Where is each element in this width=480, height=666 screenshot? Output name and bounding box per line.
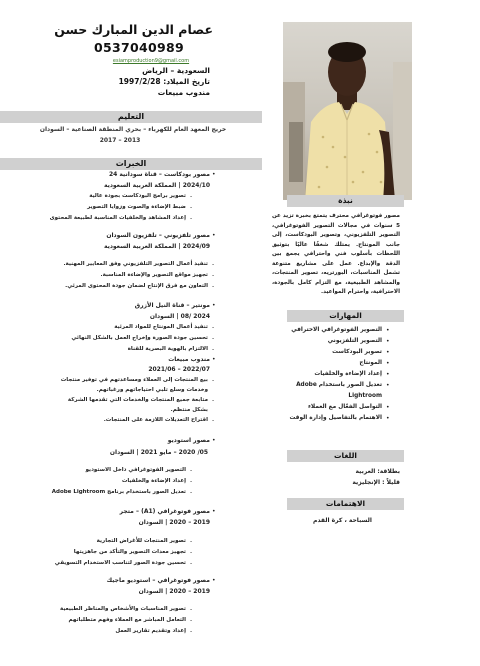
- bullet-dot: -: [190, 606, 193, 613]
- skill-item: الاهتمام بالتفاصيل وإدارة الوقت: [289, 415, 382, 421]
- bullet-dot: -: [212, 397, 215, 404]
- bullet-dot: -: [190, 489, 193, 496]
- job-bullet: تجهيز مواقع التصوير والإضاءة المناسبة.: [100, 272, 208, 278]
- bullet-dot: -: [212, 283, 215, 290]
- interests-text: السباحة ، كرة القدم: [313, 517, 372, 524]
- skill-item: Lightroom: [348, 393, 382, 399]
- job-bullet: تحسين جودة الصورة وإخراج العمل بالشكل النهائي: [71, 335, 208, 341]
- bullet-dot: •: [212, 302, 216, 309]
- job-date: 2019 – 2020 | السودان: [138, 588, 210, 595]
- bullet-dot: •: [386, 371, 390, 378]
- job-bullet: متابعة جميع المنتجات والخدمات التي تقدمها الشركة: [67, 397, 208, 403]
- bullet-dot: •: [386, 327, 390, 334]
- bullet-dot: -: [190, 467, 193, 474]
- job-bullet: وخدمات وسلع تلبي احتياجاتهم ورغباتهم.: [96, 387, 208, 393]
- education-line: خريج المعهد العام للكهرباء – بحري المنطقة الصناعية – السودان: [39, 126, 227, 133]
- bullet-dot: -: [212, 324, 215, 331]
- bullet-dot: -: [212, 377, 215, 384]
- job-bullet: إعداد المشاهد والخلفيات المناسبة لطبيعة المحتوى: [49, 215, 186, 221]
- birthdate: تاريخ الميلاد: 1997/2/28: [118, 77, 210, 86]
- job-bullet: تحسين جودة الصور لتناسب الاستخدام التسويقي: [54, 560, 186, 566]
- job-heading: مصور استوديو: [167, 437, 210, 444]
- job-heading: مصور تلفزيوني – تلفزيون السودان: [106, 232, 210, 239]
- bullet-dot: -: [190, 193, 193, 200]
- job-bullet: تنفيذ أعمال التصوير التلفزيوني وفق المعايير المهنية.: [63, 261, 208, 267]
- job-date: 05/ 2020 – مايو 2021 | السودان: [109, 449, 208, 456]
- job-date: 2024 /08 | السودان: [149, 313, 210, 320]
- bullet-dot: -: [190, 204, 193, 211]
- bullet-dot: -: [190, 215, 193, 222]
- job-bullet: التعاون مع فرق الإنتاج لضمان جودة المحتوى المرئي.: [65, 283, 208, 289]
- bullet-dot: •: [212, 232, 216, 239]
- job-date: 2024/09 | المملكة العربية السعودية: [103, 243, 210, 250]
- job-bullet: إعداد الإضاءة والخلفيات: [121, 478, 186, 484]
- bullet-dot: •: [386, 382, 390, 389]
- job-heading: مونتير – قناة النيل الأزرق: [134, 302, 210, 309]
- job-bullet: تصوير المناسبات والأشخاص والمناظر الطبيعية: [60, 606, 186, 612]
- bullet-dot: •: [386, 360, 390, 367]
- job-bullet: التصوير الفوتوغرافي داخل الاستوديو: [85, 467, 186, 473]
- education-years: 2013 – 2017: [99, 137, 141, 144]
- bullet-dot: -: [212, 261, 215, 268]
- bullet-dot: •: [212, 356, 216, 363]
- skill-item: التصوير التلفزيوني: [327, 338, 382, 344]
- job-heading: مصور فوتوغرافي – استوديو ماجيك: [106, 577, 210, 584]
- job-bullet: الالتزام بالهوية البصرية للقناة: [127, 346, 208, 352]
- candidate-name: عصام الدين المبارك حسن: [54, 22, 213, 37]
- bullet-dot: •: [386, 415, 390, 422]
- job-bullet: بيع المنتجات إلى العملاء ومساعدتهم في توفير منتجات: [60, 377, 208, 383]
- bullet-dot: -: [212, 272, 215, 279]
- language-item: بطلاقة: العربية: [355, 468, 400, 475]
- bullet-dot: •: [212, 508, 216, 515]
- language-item: قليلاً : الإنجليزية: [352, 479, 400, 486]
- job-heading: مصور فوتوغرافي (A1) – متجر: [119, 508, 210, 515]
- job-title: مندوب مبيعات: [157, 88, 210, 97]
- skill-item: التصوير الفوتوغرافي الاحترافي: [291, 327, 382, 333]
- job-bullet: ضبط الإضاءة والصوت وزوايا التصوير: [87, 204, 186, 210]
- education-title: التعليم: [117, 112, 145, 121]
- job-bullet: اقتراح التعديلات اللازمة على المنتجات.: [103, 417, 208, 423]
- about-title: نبذة: [338, 196, 353, 205]
- job-bullet: بشكل منتظم.: [170, 407, 208, 413]
- about-text: مصور فوتوغرافي محترف يتمتع بخبرة تزيد عن 5 سنوات في مجالات التصوير الفوتوغرافي، التصوير التلفزيوني، وتصوير البودكاست، إلى جانب المونتاج. يمتلك شغفًا عاليًا بتوثيق اللحظات بأسلوب فني واحترافي يجمع بين الدقة والإبداع. عمل على مشاريع متنوعة تشمل المناسبات، البورتريه، تصوير المنتجات، والمشاهد الطبيعية، مع التزام كامل بالجودة، الاحترافية، واحترام المواعيد.: [272, 213, 400, 295]
- job-bullet: إعداد وتقديم تقارير العمل: [115, 628, 186, 634]
- bullet-dot: •: [386, 349, 390, 356]
- job-bullet: تنفيذ أعمال المونتاج للمواد المرئية: [114, 324, 208, 330]
- languages-title: اللغات: [333, 451, 358, 460]
- bullet-dot: -: [190, 549, 193, 556]
- job-heading: مصور بودكاست – قناة سودانية 24: [108, 171, 210, 178]
- job-bullet: تجهيز معدات التصوير والتأكد من جاهزيتها: [73, 549, 186, 555]
- job-date: 2022/07 – 2021/06: [148, 366, 210, 373]
- experience-title: الخبرات: [115, 159, 147, 168]
- bullet-dot: •: [212, 171, 216, 178]
- bullet-dot: -: [212, 335, 215, 342]
- job-bullet: تعديل الصور باستخدام برنامج Adobe Lightroom: [51, 489, 186, 495]
- skill-item: إعداد الإضاءة والخلفيات: [314, 371, 382, 377]
- bullet-dot: -: [212, 346, 215, 353]
- email-link[interactable]: esiamproduction9@gmail.com: [112, 58, 190, 64]
- skills-title: المهارات: [329, 311, 362, 320]
- profile-photo: [283, 22, 412, 200]
- bullet-dot: •: [386, 338, 390, 345]
- bullet-dot: •: [386, 404, 390, 411]
- job-bullet: التعامل المباشر مع العملاء وفهم متطلباتهم: [68, 617, 186, 623]
- bullet-dot: -: [190, 560, 193, 567]
- bullet-dot: -: [190, 617, 193, 624]
- job-date: 2019 – 2020 | السودان: [138, 519, 210, 526]
- bullet-dot: -: [190, 538, 193, 545]
- skill-item: المونتاج: [359, 360, 382, 366]
- interests-title: الاهتمامات: [325, 499, 366, 508]
- job-heading: مندوب مبيعات: [168, 356, 210, 363]
- bullet-dot: -: [212, 417, 215, 424]
- bullet-dot: -: [190, 628, 193, 635]
- job-bullet: تصوير برامج البودكاست بجودة عالية: [89, 193, 186, 199]
- skill-item: تصوير البودكاست: [332, 349, 382, 355]
- skill-item: تعديل الصور باستخدام Adobe: [296, 382, 382, 388]
- job-date: 2024/10 | المملكة العربية السعودية: [103, 182, 210, 189]
- bullet-dot: •: [212, 577, 216, 584]
- skill-item: التواصل الفعّال مع العملاء: [307, 404, 382, 410]
- bullet-dot: •: [212, 437, 216, 444]
- bullet-dot: -: [190, 478, 193, 485]
- job-bullet: تصوير المنتجات للأغراض التجارية: [96, 538, 186, 544]
- location: السعودية – الرياض: [142, 66, 210, 75]
- phone-number: 0537040989: [94, 40, 184, 55]
- portrait-image: [283, 22, 412, 200]
